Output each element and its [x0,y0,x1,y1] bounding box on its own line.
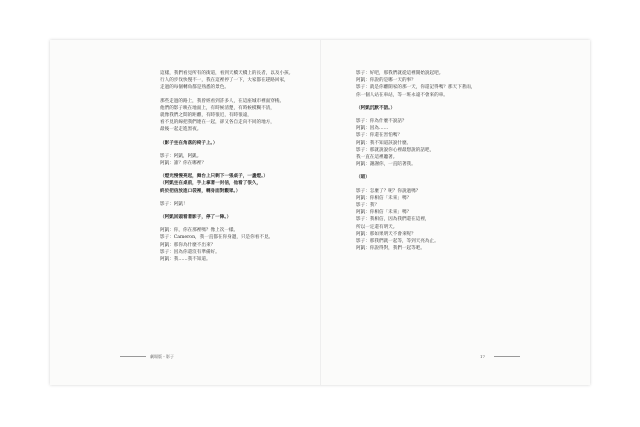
text-line: 影子：阿凱，阿凱。 [160,153,202,159]
text-line: 走過的每個轉角都是熟悉的景色。 [160,85,229,91]
text-line: 阿凱：誰？你在哪裡？ [160,161,206,167]
text-line: 他們的影子映在地面上，有時候清楚，有時候模糊不清， [160,105,275,111]
text-line: 你一個人站在車站，等一班永遠不會來的車。 [356,92,448,98]
stage-direction [356,105,496,112]
right-page-number: 17 [480,354,486,359]
text-line: 影子：我？ [356,203,379,209]
text-line: 阿凱：你說得對，我們一起等吧。 [356,246,425,252]
stage-direction [160,214,300,221]
text-line: 影子：就是你離開家的那一天，你還記得嗎？那天下著雨， [356,85,476,91]
footer-rule-right [494,356,520,357]
text-line: （暗） [356,175,370,181]
text-line: 阿凱：那你為什麼不出來？ [160,242,216,248]
text-line: 所以一定還有明天。 [356,224,398,230]
text-line: 我一直在這裡聽著。 [356,155,398,161]
text-line: （阿凱沉默不語。） [356,105,396,111]
text-line: 阿凱：那如果明天不會來呢？ [356,231,416,237]
text-line: 影子：你為什麼不說話？ [356,119,407,125]
text-line: 影子：我相信，因為我們還在這裡， [356,217,430,223]
dialogue-block [356,70,496,99]
text-line: 終於把信放進口袋裡，轉身面對觀眾。） [160,188,241,194]
text-line: （影子坐在角落的椅子上。） [160,140,218,146]
book-gutter [320,40,321,385]
dialogue-block [160,201,300,208]
paragraph [160,98,300,134]
footer-rule-left [120,356,146,357]
paragraph [160,70,300,92]
text-line: 那些走過的路上，我曾經看到許多人，在這座城市裡面穿梭。 [160,98,285,104]
text-line: 行人的步伐快慢不一，我在這裡停了一下，大家都在趕路回家， [160,78,289,84]
text-line: （燈光慢慢亮起，舞台上只剩下一張桌子，一盞燈。） [160,174,268,180]
text-line: 阿凱：你說的是哪一天的事？ [356,78,416,84]
text-line: 阿凱：你，你在那裡嗎？像上次一樣。 [160,228,239,234]
dialogue-block [160,153,300,167]
text-line: （阿凱回頭看著影子，停了一陣。） [160,215,232,221]
dialogue-block [160,227,300,263]
text-line: 影子：那我們就一起等，等到天亮為止。 [356,239,439,245]
text-line: 阿凱：謝謝你，一直陪著我。 [356,162,416,168]
text-line: 阿凱：你相信「未來」嗎？ [356,210,412,216]
stage-direction [356,174,496,181]
text-line: 影子：好吧，那我們就從這裡開始說起吧。 [356,71,444,76]
text-line: 這樣，我們看見所有的街道，看到天橋天橋上的長者，以及小孩。 [160,71,294,76]
right-page [356,70,496,252]
dialogue-block [356,118,496,168]
dialogue-block [356,188,496,253]
text-line: 最後一起走進黑夜。 [160,127,202,133]
text-line: 影子：你還在害怕嗎？ [356,133,402,139]
left-page [160,70,300,263]
text-line: 阿凱：我……我不知道。 [160,257,211,263]
stage-direction [160,140,300,147]
text-line: 阿凱：因為…… [356,126,389,132]
stage-direction [160,173,300,195]
text-line: 看不見的線把我們連在一起，卻又各自走向不同的地方， [160,120,275,126]
text-line: 影子：阿凱！ [160,201,188,207]
text-line: 就像我們之間的距離，有時很近，有時很遠， [160,113,252,119]
text-line: 阿凱：我不知道該說什麼。 [356,140,412,146]
text-line: 影子：那就說說你心裡最想說的話吧， [356,147,435,153]
text-line: 影子：Cameron，我一直都在你身邊，只是你看不見。 [160,235,274,241]
text-line: 影子：因為你還沒有準備好。 [160,249,220,255]
left-page-footer: 劇場版・影子 [150,354,174,359]
text-line: （阿凱坐在桌前，手上拿著一封信，他看了很久， [160,181,262,187]
text-line: 阿凱：你相信「未來」嗎？ [356,195,412,201]
text-line: 影子：怎麼了？呢？你說過嗎？ [356,188,421,194]
